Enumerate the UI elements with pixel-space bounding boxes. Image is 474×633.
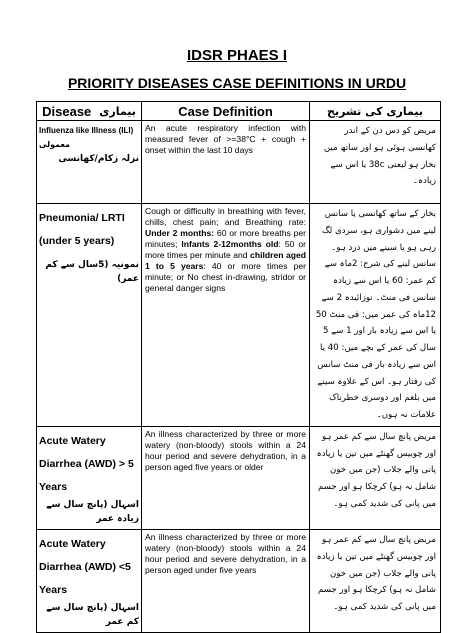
case-definition-cell: An acute respiratory infection with measured fever of >=38°C + cough + onset within the last 10 days: [142, 121, 310, 204]
case-definition-cell: An illness characterized by three or more watery (non-bloody) stools within a 24 hour period and severe dehydration, in a person aged under five years: [142, 530, 310, 633]
urdu-definition-cell: بخار کے ساتھ کھانسی یا سانس لینے میں دشواری ہو، سردی لگ رہی ہو یا سینے میں درد ہو۔ سانس لینے کی شرح: 2ماہ سے کم عمر: 60 یا اس سے زیادہ سانس فی منٹ۔ نوزائیدہ 2 سے 12ماہ کی عمر میں: فی منٹ 50 یا اس سے زیادہ بار اور 1 سے 5 سال کی عمر کے بچے میں: 40 یا اس سے زیادہ بار فی منٹ سانس کی رفتار ہو۔ اس کے علاوہ سینے میں بلغم اور دوسری خطرناک علامات نہ ہوں۔: [310, 204, 441, 427]
disease-name-en: Acute Watery Diarrhea (AWD) > 5 Years: [39, 434, 134, 493]
column-header-urdu-definition: بیماری کی تشریح: [310, 102, 441, 121]
column-header-disease-en: Disease: [42, 103, 92, 119]
case-def-text: 60 or more breaths per minutes;: [145, 228, 306, 249]
case-def-emphasis: Under 2 months:: [145, 228, 215, 238]
urdu-definition-cell: مریض کو دس دن کے اندر کھانسی ہوئی ہو اور ساتھ میں بخار ہو لیعنی 38c یا اس سے زیادہ۔: [310, 121, 441, 204]
disease-cell: [37, 121, 142, 204]
column-header-disease: [37, 102, 142, 121]
case-def-emphasis: Infants 2-12months old: [181, 239, 279, 249]
case-definitions-table: [36, 101, 441, 633]
disease-name-en: Pneumonia/ LRTI (under 5 years): [39, 212, 125, 248]
disease-name-ur: اسہال (پانچ سال سے زیادہ عمر: [46, 500, 139, 524]
case-definition-cell: [142, 204, 310, 427]
disease-name-ur: نزلہ زکام/کھانسی: [58, 153, 139, 164]
disease-name-en: Acute Watery Diarrhea (AWD) <5 Years: [39, 538, 131, 597]
disease-name-en: Influenza like Illness (ILI): [39, 126, 134, 135]
disease-cell: [37, 204, 142, 427]
document-title: IDSR PHAES I: [186, 47, 288, 64]
table-header-row: [37, 102, 441, 121]
table-row: [37, 530, 441, 633]
disease-cell: [37, 426, 142, 529]
urdu-definition-cell: مریض پانچ سال سے کم عمر ہو اور چوبیس گھنٹے میں تین یا زیادہ پانی والے جلاب (جن میں خون شامل نہ ہو) کرچکا ہو اور جسم میں پانی کی شدید کمی ہو۔: [310, 426, 441, 529]
column-header-disease-ur: بیماری: [99, 104, 136, 118]
disease-name-ur-inline: معمولی: [39, 140, 70, 150]
urdu-definition-cell: مریض پانچ سال سے کم عمر ہو اور چوبیس گھنٹے میں تین یا زیادہ پانی والے جلاب (جن میں خون شامل نہ ہو) کرچکا ہو اور جسم میں پانی کی شدید کمی ہو۔: [310, 530, 441, 633]
disease-name-ur: اسہال (پانچ سال سے کم عمر: [46, 603, 139, 627]
case-def-text: : 40 or more times per minute; or No chest in-drawing, stridor or general danger signs: [145, 261, 307, 293]
disease-name-ur: نمونیہ (5سال سے کم عمر): [45, 260, 139, 284]
case-definition-cell: An illness characterized by three or more watery (non-bloody) stools within a 24 hour period and severe dehydration, in a person aged five years or older: [142, 426, 310, 529]
table-row: [37, 121, 441, 204]
case-def-text: Cough or difficulty in breathing with fever, chills, chest pain; and Breathing rate:: [145, 206, 306, 227]
document-subtitle: PRIORITY DISEASES CASE DEFINITIONS IN URDU: [67, 75, 407, 91]
disease-cell: [37, 530, 142, 633]
column-header-case-definition: Case Definition: [142, 102, 310, 121]
table-row: [37, 426, 441, 529]
case-def-emphasis: children aged 1 to 5 years: [145, 250, 307, 271]
case-def-text: : 50 or more times per minute and: [145, 239, 306, 260]
table-row: [37, 204, 441, 427]
